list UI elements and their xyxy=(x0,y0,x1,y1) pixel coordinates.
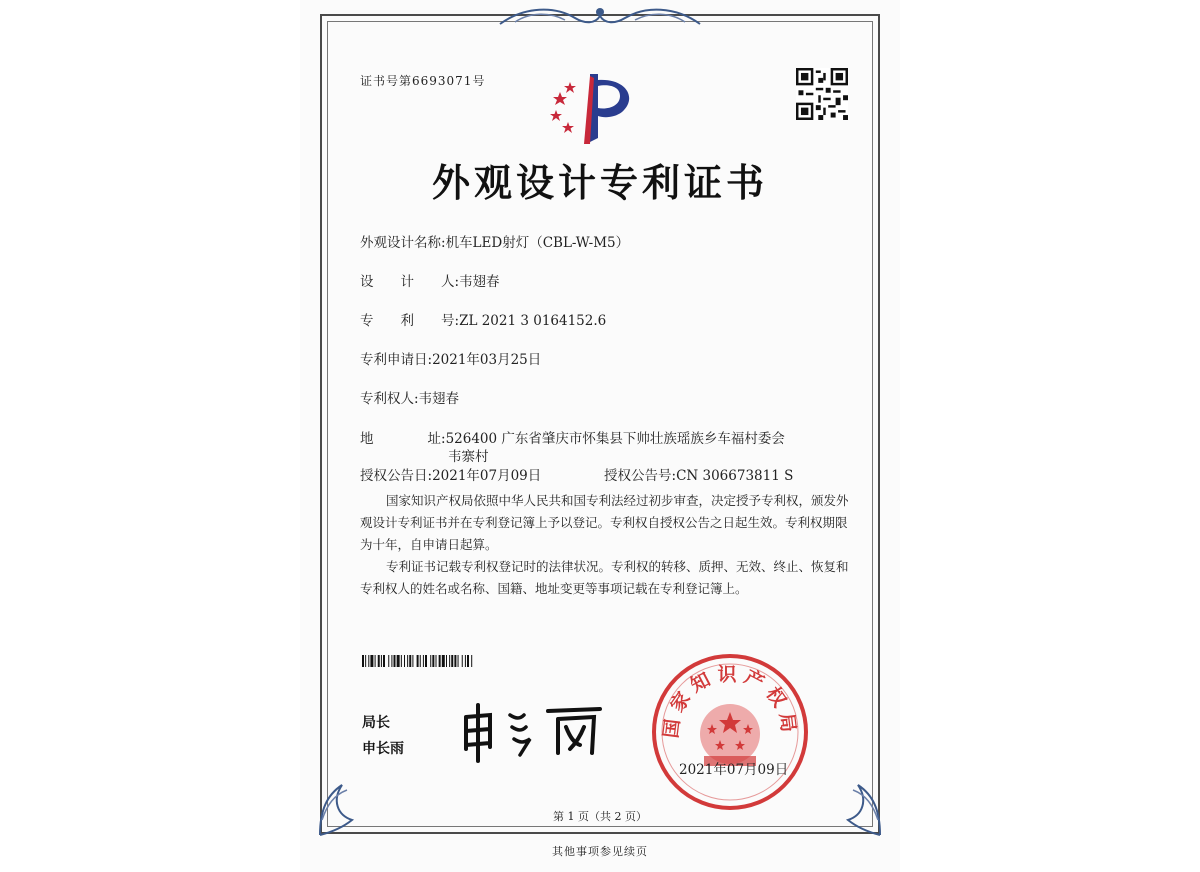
signatory-name: 申长雨 xyxy=(362,741,404,757)
certificate-number: 证书号第6693071号 xyxy=(360,74,486,88)
official-seal-icon xyxy=(650,652,810,812)
barcode-bar xyxy=(465,655,466,667)
barcode-bar xyxy=(436,655,437,667)
grant-number-value: CN 306673811 S xyxy=(676,468,794,484)
patent-number-value: ZL 2021 3 0164152.6 xyxy=(459,313,607,329)
grant-number-label: 授权公告号: xyxy=(604,468,677,484)
design-name-row xyxy=(360,231,629,251)
barcode-bar xyxy=(412,655,413,667)
design-name-label: 外观设计名称: xyxy=(360,235,446,251)
address-value-line2: 韦寨村 xyxy=(448,449,489,465)
barcode-bar xyxy=(471,655,472,667)
seal-text: 国家知识产权局 xyxy=(659,663,801,740)
barcode-bar xyxy=(397,655,400,667)
barcode-bar xyxy=(417,655,419,667)
barcode-bar xyxy=(401,655,402,667)
barcode-bar xyxy=(467,655,469,667)
qr-code-icon xyxy=(796,68,848,120)
footer-note: 其他事项参见续页 xyxy=(552,845,648,858)
top-ornament-icon xyxy=(495,4,705,30)
barcode-bar xyxy=(407,655,408,667)
grant-date-row xyxy=(360,464,541,484)
legal-status-paragraph: 专利证书记载专利权登记时的法律状况。专利权的转移、质押、无效、终止、恢复和专利权人的姓名或名称、国籍、地址变更等事项记载在专利登记簿上。 xyxy=(360,559,849,596)
designer-value: 韦翅春 xyxy=(459,274,500,290)
barcode-bar xyxy=(442,655,445,667)
certificate-title: 外观设计专利证书 xyxy=(431,160,768,205)
grant-number-row xyxy=(604,464,793,484)
barcode-bar xyxy=(409,655,411,667)
barcode-bar xyxy=(391,655,392,667)
barcode-bar xyxy=(458,655,459,667)
address-row xyxy=(360,427,785,447)
barcode-bar xyxy=(394,655,396,667)
barcode-bar xyxy=(404,655,405,667)
barcode-bar xyxy=(449,655,450,667)
barcode-bar xyxy=(425,655,427,667)
barcode-bar xyxy=(370,655,373,667)
barcode-bar xyxy=(446,655,447,667)
barcode-bar xyxy=(365,655,366,667)
designer-row xyxy=(360,270,500,290)
barcode-bar xyxy=(381,655,382,667)
barcode-bar xyxy=(462,655,463,667)
barcode-bar xyxy=(454,655,456,667)
barcode-bar xyxy=(368,655,369,667)
barcode-bar xyxy=(383,655,385,667)
patentee-value: 韦翅春 xyxy=(418,391,460,407)
application-date-label: 专利申请日: xyxy=(360,352,433,368)
patent-number-row xyxy=(360,309,606,329)
design-name-value: 机车LED射灯（CBL-W-M5） xyxy=(445,235,630,251)
barcode-bar xyxy=(423,655,424,667)
barcode-bar xyxy=(420,655,421,667)
barcode-bar xyxy=(432,655,434,667)
signatory-title: 局长 xyxy=(362,715,390,731)
patent-office-logo-icon xyxy=(546,70,646,150)
handwritten-signature xyxy=(458,697,608,767)
barcode-icon xyxy=(362,655,567,667)
patentee-label: 专利权人: xyxy=(360,391,419,407)
barcode-bar xyxy=(439,655,441,667)
bottom-right-ornament-icon xyxy=(828,740,888,840)
patentee-row xyxy=(360,387,459,407)
address-label: 地 址: xyxy=(360,431,446,447)
grant-date-label: 授权公告日: xyxy=(360,468,433,484)
barcode-bar xyxy=(430,655,431,667)
barcode-bar xyxy=(362,655,364,667)
barcode-bar xyxy=(375,655,376,667)
page-indicator: 第 1 页（共 2 页） xyxy=(553,810,647,823)
seal-date: 2021年07月09日 xyxy=(679,762,789,778)
patent-number-label: 专 利 号: xyxy=(360,313,460,329)
address-value-line1: 526400 广东省肇庆市怀集县下帅壮族瑶族乡车福村委会 xyxy=(445,431,785,447)
grant-date-value: 2021年07月09日 xyxy=(432,468,542,484)
grant-statement-paragraph: 国家知识产权局依照中华人民共和国专利法经过初步审查，决定授予专利权，颁发外观设计专利证书并在专利登记簿上予以登记。专利权自授权公告之日起生效。专利权期限为十年，自申请日起算。 xyxy=(360,493,849,552)
barcode-bar xyxy=(451,655,453,667)
barcode-bar xyxy=(378,655,380,667)
barcode-bar xyxy=(388,655,389,667)
application-date-row xyxy=(360,348,541,368)
designer-label: 设 计 人: xyxy=(360,274,460,290)
application-date-value: 2021年03月25日 xyxy=(432,352,542,368)
